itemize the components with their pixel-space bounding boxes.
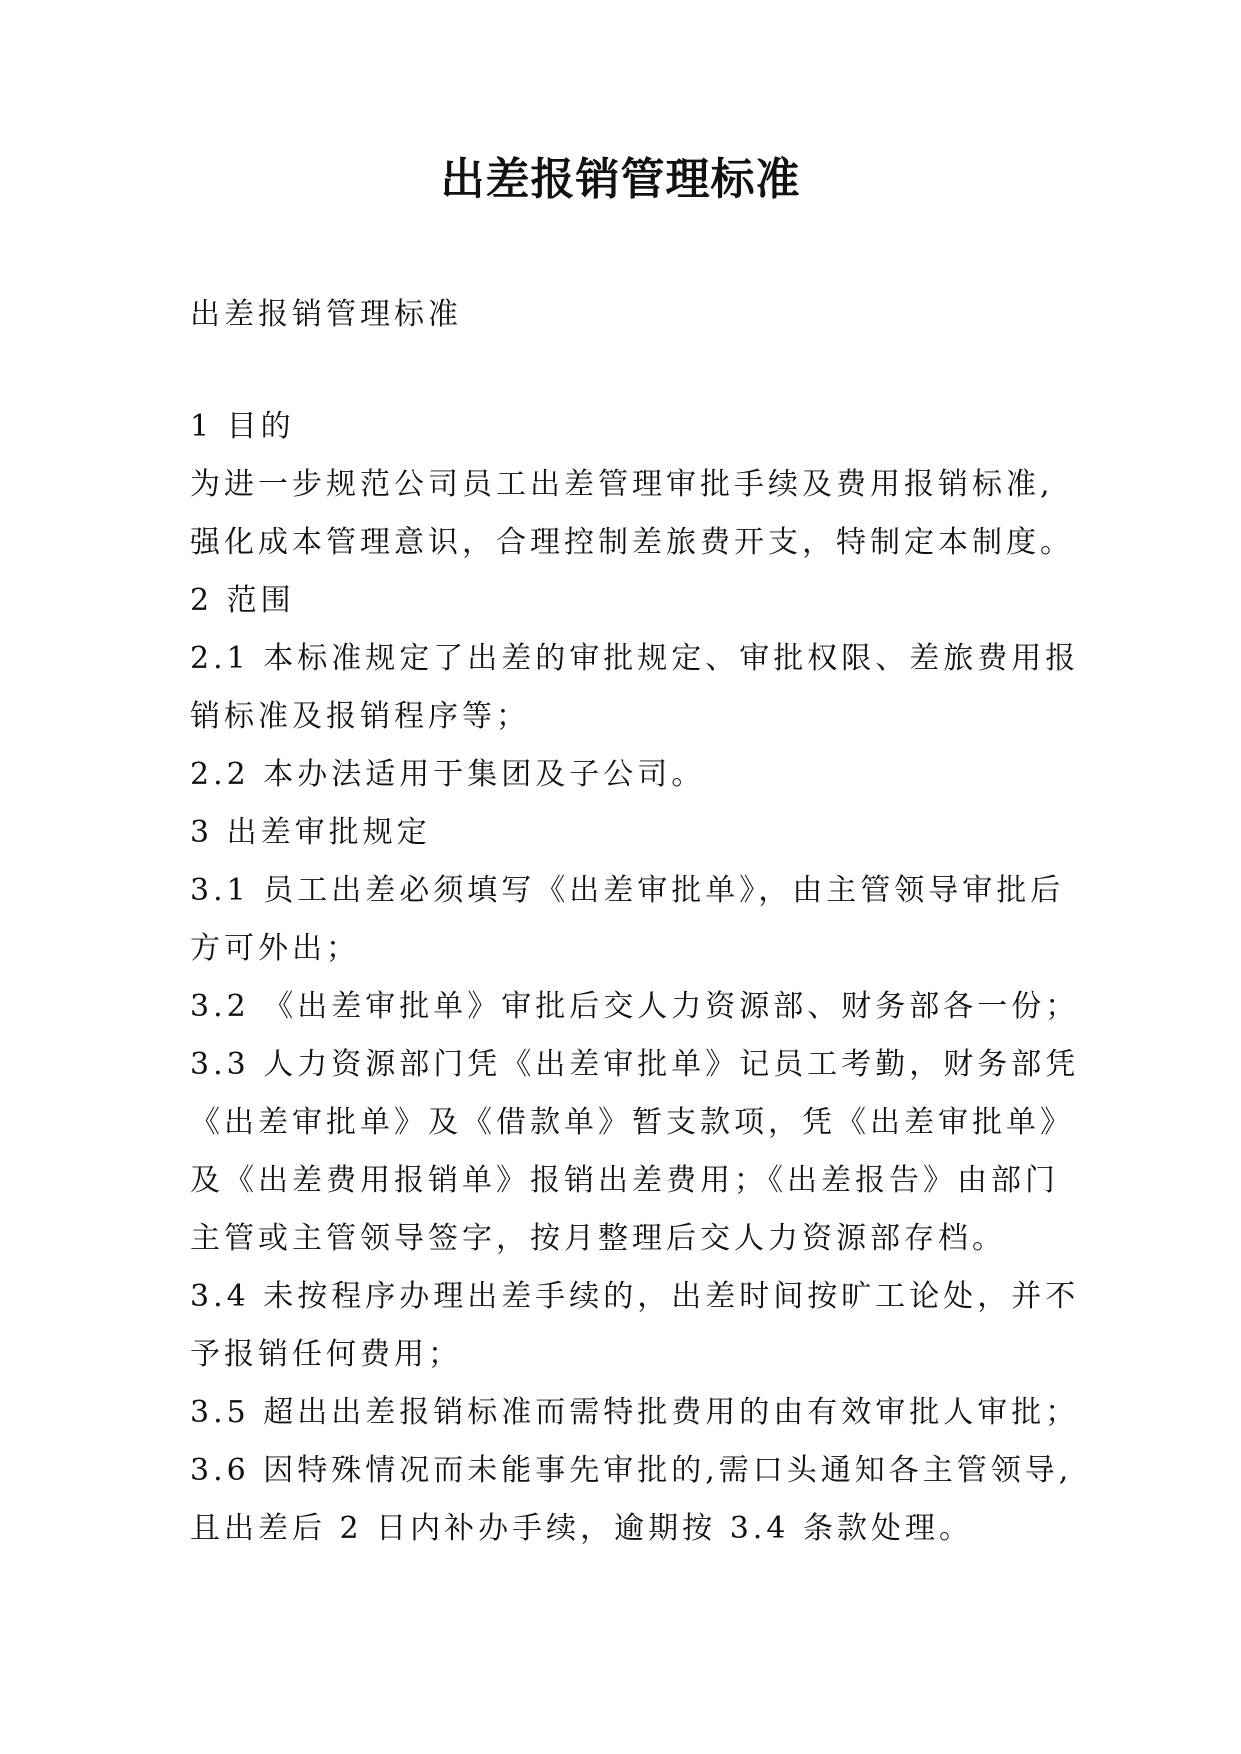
section-heading-approval-rules: 3 出差审批规定 — [190, 815, 431, 850]
paragraph-line: 为进一步规范公司员工出差管理审批手续及费用报销标准, — [190, 467, 1054, 502]
paragraph-line: 销标准及报销程序等； — [190, 699, 530, 734]
paragraph-line: 主管或主管领导签字，按月整理后交人力资源部存档。 — [190, 1221, 1006, 1256]
paragraph-line: 2.2 本办法适用于集团及子公司。 — [190, 757, 706, 792]
paragraph-line: 3.4 未按程序办理出差手续的，出差时间按旷工论处，并不 — [190, 1279, 1080, 1314]
document-subtitle: 出差报销管理标准 — [190, 297, 462, 332]
document-title: 出差报销管理标准 — [440, 154, 801, 205]
paragraph-line: 3.3 人力资源部门凭《出差审批单》记员工考勤，财务部凭 — [190, 1047, 1080, 1082]
paragraph-line: 强化成本管理意识，合理控制差旅费开支，特制定本制度。 — [190, 525, 1074, 560]
paragraph-line: 3.2 《出差审批单》审批后交人力资源部、财务部各一份； — [190, 989, 1080, 1024]
paragraph-line: 方可外出； — [190, 931, 360, 966]
paragraph-line: 3.1 员工出差必须填写《出差审批单》，由主管领导审批后 — [190, 873, 1065, 908]
paragraph-line: 3.6 因特殊情况而未能事先审批的,需口头通知各主管领导, — [190, 1453, 1073, 1488]
paragraph-line: 予报销任何费用； — [190, 1337, 462, 1372]
section-heading-purpose: 1 目的 — [190, 409, 295, 444]
paragraph-line: 且出差后 2 日内补办手续，逾期按 3.4 条款处理。 — [190, 1511, 973, 1546]
document-body — [190, 398, 1080, 1558]
paragraph-line: 2.1 本标准规定了出差的审批规定、审批权限、差旅费用报 — [190, 641, 1080, 676]
paragraph-line: 及《出差费用报销单》报销出差费用；《出差报告》由部门 — [190, 1163, 1059, 1198]
section-heading-scope: 2 范围 — [190, 583, 295, 618]
paragraph-line: 3.5 超出出差报销标准而需特批费用的由有效审批人审批； — [190, 1395, 1080, 1430]
paragraph-line: 《出差审批单》及《借款单》暂支款项，凭《出差审批单》 — [190, 1105, 1074, 1140]
